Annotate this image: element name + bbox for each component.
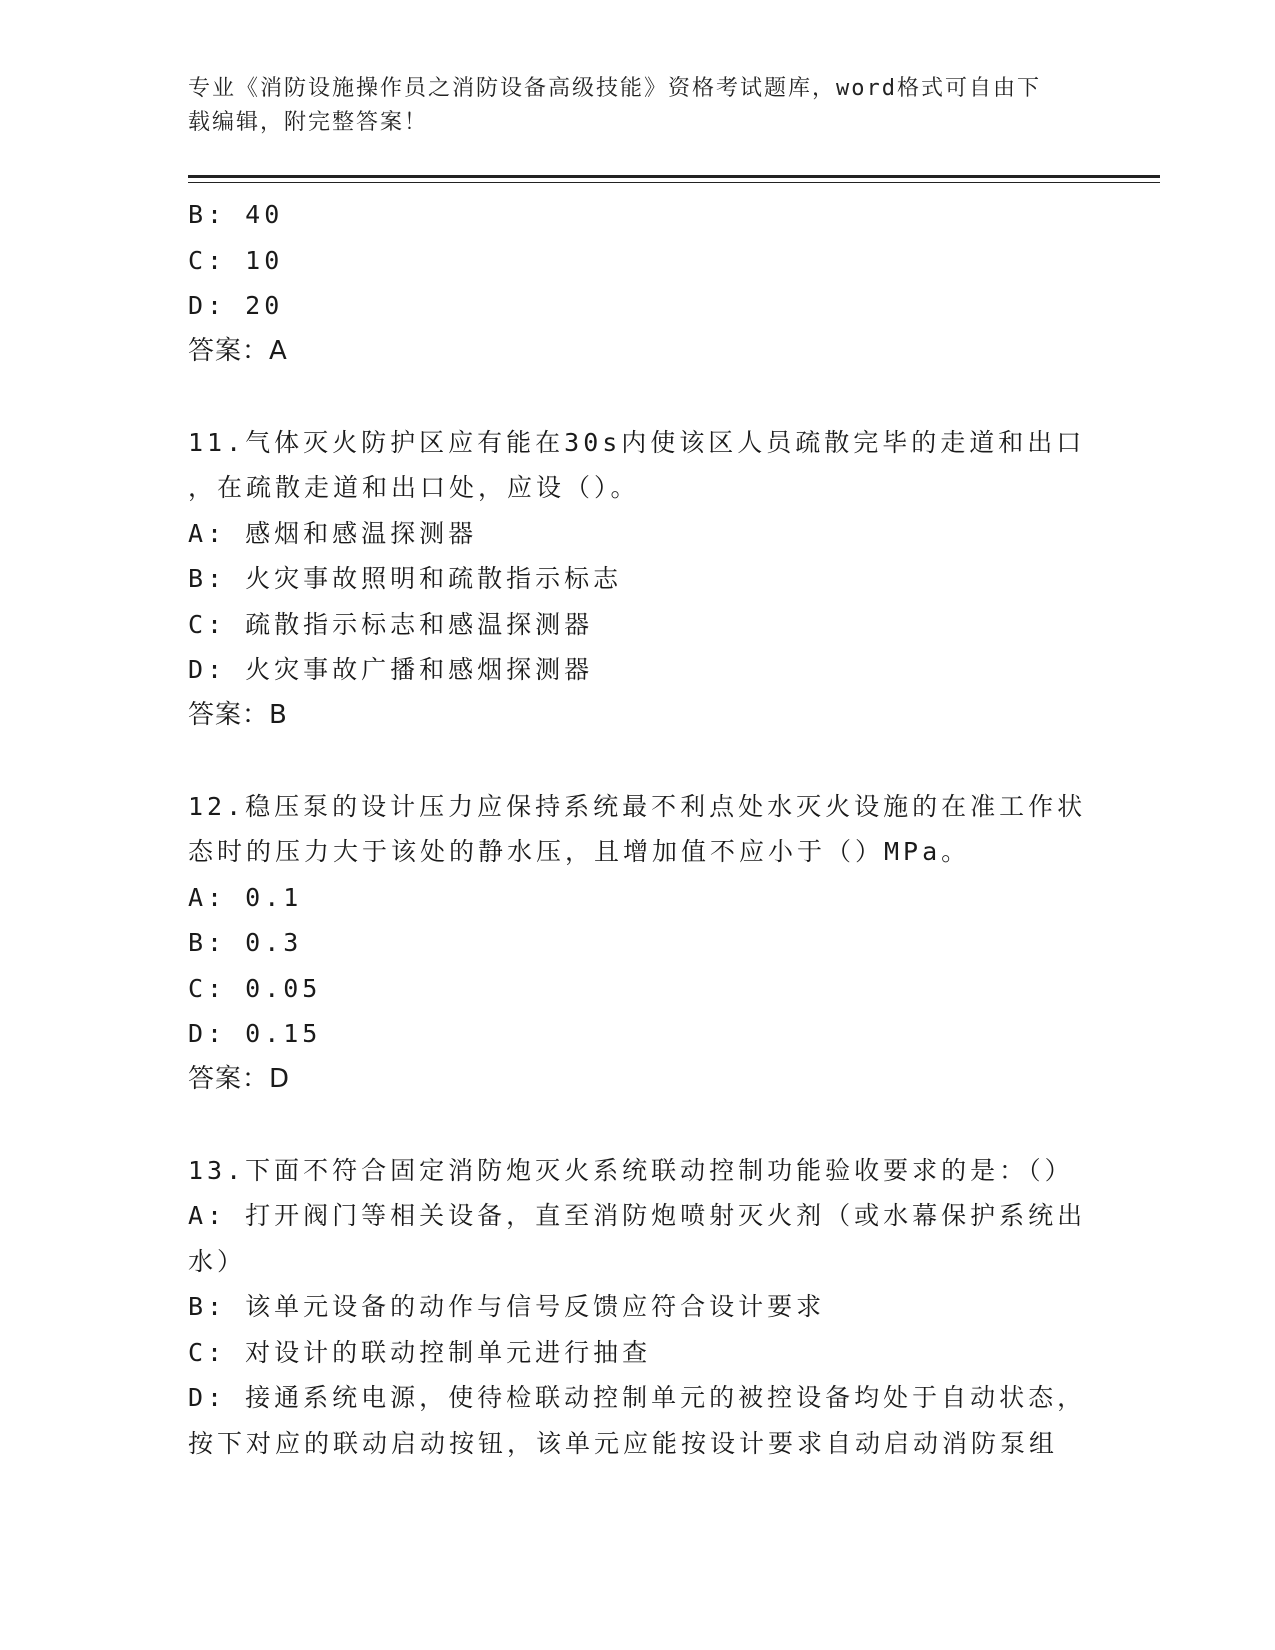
option-c: C: 0.05 xyxy=(188,973,322,1003)
header-rule-thin xyxy=(188,182,1160,183)
header-rule-thick xyxy=(188,175,1160,178)
question-11-block xyxy=(188,420,1088,739)
option-a: A: 感烟和感温探测器 xyxy=(188,518,478,548)
document-header xyxy=(188,72,1088,140)
question-text: 13.下面不符合固定消防炮灭火系统联动控制功能验收要求的是：（） xyxy=(188,1155,1074,1185)
question-text: 12.稳压泵的设计压力应保持系统最不利点处水灭火设施的在准工作状 xyxy=(188,791,1087,821)
question-text: ，在疏散走道和出口处，应设（）。 xyxy=(188,473,640,502)
question-12-block xyxy=(188,784,1088,1103)
option-b: B: 该单元设备的动作与信号反馈应符合设计要求 xyxy=(188,1292,826,1321)
option-d: D: 0.15 xyxy=(188,1019,322,1048)
option-a-continued: 水） xyxy=(188,1246,247,1276)
answer-line: 答案：B xyxy=(188,699,288,730)
document-body xyxy=(188,192,1088,1466)
option-a: A: 打开阀门等相关设备，直至消防炮喷射灭火剂（或水幕保护系统出 xyxy=(188,1201,1087,1230)
option-d: D: 火灾事故广播和感烟探测器 xyxy=(188,655,594,684)
option-b: B: 40 xyxy=(188,200,284,229)
option-b: B: 0.3 xyxy=(188,928,303,957)
spacer xyxy=(188,374,1088,420)
question-text: 11.气体灭火防护区应有能在30s内使该区人员疏散完毕的走道和出口 xyxy=(188,427,1086,457)
answer-line: 答案：D xyxy=(188,1063,291,1094)
prev-question-block xyxy=(188,192,1088,374)
option-c: C: 疏散指示标志和感温探测器 xyxy=(188,609,594,639)
option-c: C: 10 xyxy=(188,245,284,275)
option-d: D: 20 xyxy=(188,291,284,320)
question-text: 态时的压力大于该处的静水压，且增加值不应小于（）MPa。 xyxy=(188,837,971,866)
option-d: D: 接通系统电源，使待检联动控制单元的被控设备均处于自动状态， xyxy=(188,1383,1087,1412)
header-line-2: 载编辑，附完整答案！ xyxy=(188,110,429,135)
option-a: A: 0.1 xyxy=(188,882,303,912)
option-d-continued: 按下对应的联动启动按钮，该单元应能按设计要求自动启动消防泵组 xyxy=(188,1428,1059,1458)
spacer xyxy=(188,1102,1088,1148)
spacer xyxy=(188,738,1088,784)
option-c: C: 对设计的联动控制单元进行抽查 xyxy=(188,1337,652,1367)
question-13-block xyxy=(188,1148,1088,1467)
option-b: B: 火灾事故照明和疏散指示标志 xyxy=(188,564,623,593)
answer-line: 答案：A xyxy=(188,335,288,366)
header-line-1: 专业《消防设施操作员之消防设备高级技能》资格考试题库，word格式可自由下 xyxy=(188,76,1041,101)
